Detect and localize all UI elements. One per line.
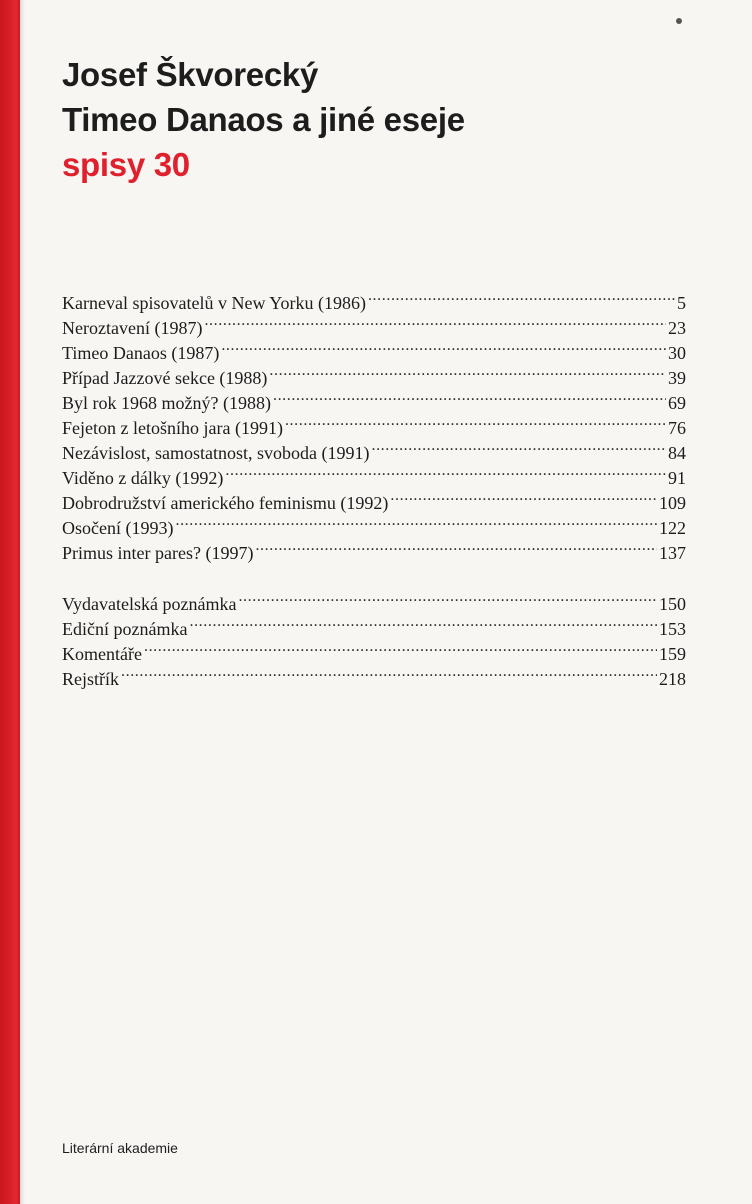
toc-dot-leader — [273, 384, 666, 409]
toc-entry — [62, 635, 686, 664]
red-spine-strip — [0, 0, 20, 1204]
spine-shadow — [20, 0, 25, 1204]
toc-dot-leader — [144, 635, 657, 660]
toc-dot-leader — [121, 660, 657, 685]
toc-entry — [62, 660, 686, 689]
toc-entry-title: Timeo Danaos (1987) — [62, 343, 220, 363]
toc-dot-leader — [255, 534, 657, 559]
toc-entry-page: 137 — [659, 543, 686, 563]
toc-dot-leader — [269, 359, 666, 384]
toc-entry-page: 5 — [677, 293, 686, 313]
toc-dot-leader — [221, 334, 666, 359]
toc-entry-title: Dobrodružství amerického feminismu (1992) — [62, 493, 389, 513]
toc-entry-title: Ediční poznámka — [62, 619, 188, 639]
toc-dot-leader — [175, 509, 657, 534]
toc-entry-page: 91 — [668, 468, 686, 488]
toc-entry — [62, 284, 686, 313]
toc-entry-title: Viděno z dálky (1992) — [62, 468, 224, 488]
toc-entry-title: Primus inter pares? (1997) — [62, 543, 254, 563]
toc-entry-title: Karneval spisovatelů v New Yorku (1986) — [62, 293, 366, 313]
author-name: Josef Škvorecký — [62, 56, 319, 93]
toc-dot-leader — [189, 610, 657, 635]
toc-entry-title: Fejeton z letošního jara (1991) — [62, 418, 283, 438]
toc-dot-leader — [285, 409, 666, 434]
series-label: spisy 30 — [62, 146, 190, 183]
toc-entry-page: 23 — [668, 318, 686, 338]
toc-dot-leader — [238, 585, 657, 610]
toc-entry-title: Rejstřík — [62, 669, 119, 689]
toc-dot-leader — [204, 309, 666, 334]
table-of-contents — [62, 284, 686, 689]
toc-entry-title: Případ Jazzové sekce (1988) — [62, 368, 268, 388]
toc-dot-leader — [371, 434, 666, 459]
toc-entry-page: 218 — [659, 669, 686, 689]
toc-essays — [62, 284, 686, 563]
toc-entry-page: 122 — [659, 518, 686, 538]
paper-speck — [676, 18, 682, 24]
toc-entry-page: 150 — [659, 594, 686, 614]
toc-entry-page: 76 — [668, 418, 686, 438]
toc-appendix — [62, 585, 686, 689]
toc-entry-title: Vydavatelská poznámka — [62, 594, 237, 614]
toc-entry-title: Byl rok 1968 možný? (1988) — [62, 393, 271, 413]
toc-entry-page: 153 — [659, 619, 686, 639]
toc-dot-leader — [368, 284, 675, 309]
toc-entry-page: 109 — [659, 493, 686, 513]
toc-entry-page: 39 — [668, 368, 686, 388]
toc-entry-title: Komentáře — [62, 644, 142, 664]
toc-entry-page: 30 — [668, 343, 686, 363]
toc-entry-title: Nezávislost, samostatnost, svoboda (1991) — [62, 443, 370, 463]
toc-entry-title: Neroztavení (1987) — [62, 318, 203, 338]
toc-entry-title: Osočení (1993) — [62, 518, 174, 538]
toc-entry-page: 69 — [668, 393, 686, 413]
toc-entry-page: 84 — [668, 443, 686, 463]
toc-dot-leader — [390, 484, 657, 509]
toc-entry-page: 159 — [659, 644, 686, 664]
cover-header — [62, 52, 465, 187]
publisher-name: Literární akademie — [62, 1140, 178, 1156]
book-title: Timeo Danaos a jiné eseje — [62, 101, 465, 138]
toc-entry — [62, 585, 686, 614]
toc-dot-leader — [225, 459, 666, 484]
